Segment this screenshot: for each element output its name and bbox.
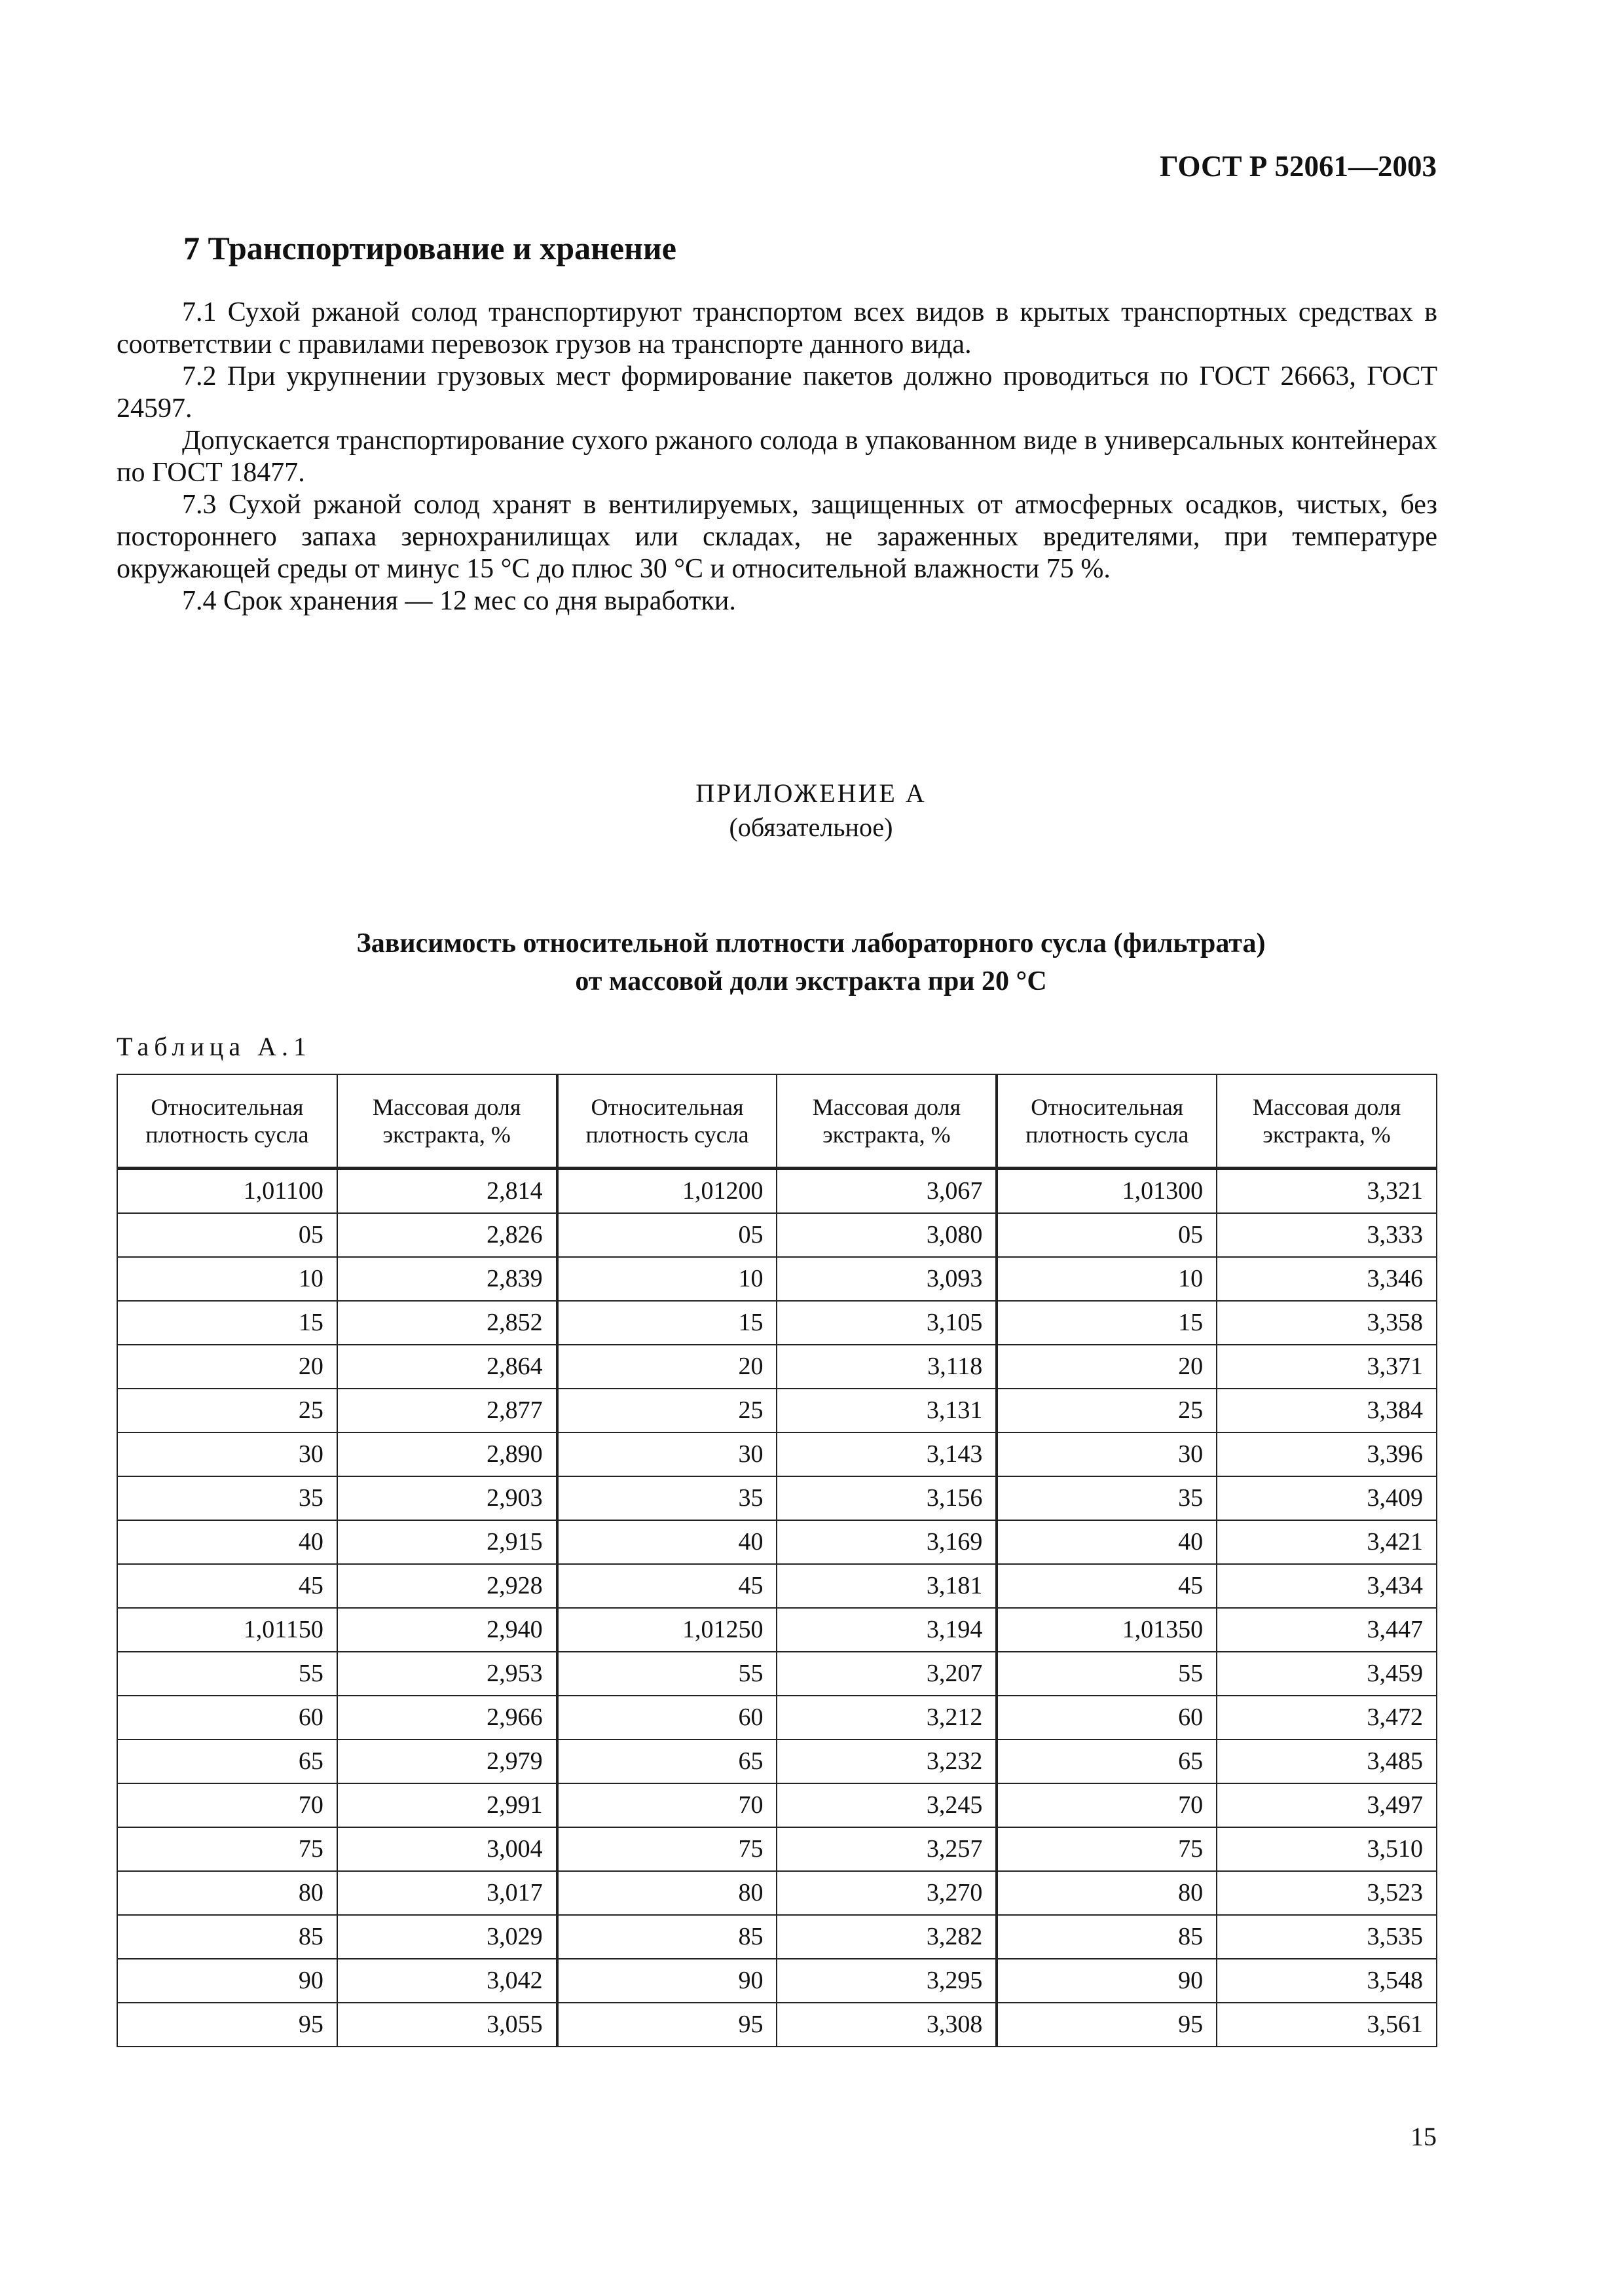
density-cell: 90 bbox=[117, 1959, 337, 2003]
density-cell: 35 bbox=[117, 1476, 337, 1520]
extract-cell: 3,346 bbox=[1217, 1257, 1437, 1301]
table-row bbox=[117, 1169, 1437, 1214]
density-cell: 65 bbox=[557, 1740, 777, 1783]
density-cell: 10 bbox=[997, 1257, 1217, 1301]
table-body bbox=[117, 1169, 1437, 2047]
density-cell: 15 bbox=[557, 1301, 777, 1345]
extract-cell: 2,826 bbox=[337, 1213, 557, 1257]
density-cell: 55 bbox=[117, 1652, 337, 1696]
density-cell: 60 bbox=[117, 1696, 337, 1740]
density-cell: 25 bbox=[117, 1389, 337, 1432]
table-row bbox=[117, 1827, 1437, 1871]
extract-cell: 3,447 bbox=[1217, 1608, 1437, 1652]
density-cell: 75 bbox=[117, 1827, 337, 1871]
extract-cell: 2,903 bbox=[337, 1476, 557, 1520]
density-cell: 15 bbox=[997, 1301, 1217, 1345]
density-cell: 55 bbox=[557, 1652, 777, 1696]
extract-cell: 3,042 bbox=[337, 1959, 557, 2003]
extract-cell: 3,561 bbox=[1217, 2003, 1437, 2047]
table-row bbox=[117, 1652, 1437, 1696]
density-cell: 85 bbox=[557, 1915, 777, 1959]
density-table bbox=[117, 1074, 1437, 2047]
extract-cell: 3,321 bbox=[1217, 1169, 1437, 1214]
extract-cell: 3,523 bbox=[1217, 1871, 1437, 1915]
density-cell: 90 bbox=[557, 1959, 777, 2003]
table-row bbox=[117, 1959, 1437, 2003]
extract-cell: 2,915 bbox=[337, 1520, 557, 1564]
extract-cell: 3,080 bbox=[777, 1213, 997, 1257]
paragraph-7-3: 7.3 Сухой ржаной солод хранят в вентилируемых, защищенных от атмосферных осадков, чистых, без постороннего запаха зернохранилищах или складах, не зараженных вредителями, при температуре окружающей среды от минус 15 °С до плюс 30 °С и относительной влажности 75 %. bbox=[117, 490, 1437, 584]
table-row bbox=[117, 1564, 1437, 1608]
density-cell: 90 bbox=[997, 1959, 1217, 2003]
extract-cell: 3,143 bbox=[777, 1432, 997, 1476]
density-cell: 10 bbox=[117, 1257, 337, 1301]
extract-cell: 3,282 bbox=[777, 1915, 997, 1959]
extract-cell: 3,212 bbox=[777, 1696, 997, 1740]
extract-cell: 3,232 bbox=[777, 1740, 997, 1783]
table-row bbox=[117, 1389, 1437, 1432]
extract-cell: 2,991 bbox=[337, 1783, 557, 1827]
density-cell: 60 bbox=[557, 1696, 777, 1740]
extract-cell: 3,105 bbox=[777, 1301, 997, 1345]
density-cell: 75 bbox=[557, 1827, 777, 1871]
header-cell: Относительная плотность сусла bbox=[997, 1074, 1217, 1169]
density-cell: 20 bbox=[557, 1345, 777, 1389]
density-cell: 35 bbox=[557, 1476, 777, 1520]
extract-cell: 3,421 bbox=[1217, 1520, 1437, 1564]
extract-cell: 2,814 bbox=[337, 1169, 557, 1214]
density-cell: 40 bbox=[117, 1520, 337, 1564]
extract-cell: 3,459 bbox=[1217, 1652, 1437, 1696]
extract-cell: 2,966 bbox=[337, 1696, 557, 1740]
density-cell: 15 bbox=[117, 1301, 337, 1345]
extract-cell: 3,308 bbox=[777, 2003, 997, 2047]
density-cell: 75 bbox=[997, 1827, 1217, 1871]
density-cell: 85 bbox=[117, 1915, 337, 1959]
section-title: 7 Транспортирование и хранение bbox=[183, 230, 676, 266]
table-row bbox=[117, 1213, 1437, 1257]
table-row bbox=[117, 1696, 1437, 1740]
extract-cell: 3,055 bbox=[337, 2003, 557, 2047]
extract-cell: 3,029 bbox=[337, 1915, 557, 1959]
extract-cell: 3,384 bbox=[1217, 1389, 1437, 1432]
table-row bbox=[117, 1915, 1437, 1959]
appendix-title: ПРИЛОЖЕНИЕ А bbox=[695, 778, 927, 808]
extract-cell: 2,877 bbox=[337, 1389, 557, 1432]
extract-cell: 2,852 bbox=[337, 1301, 557, 1345]
table-header-row bbox=[117, 1074, 1437, 1169]
density-cell: 1,01100 bbox=[117, 1169, 337, 1214]
density-cell: 45 bbox=[557, 1564, 777, 1608]
table-caption bbox=[0, 924, 1622, 1000]
density-cell: 40 bbox=[557, 1520, 777, 1564]
density-cell: 85 bbox=[997, 1915, 1217, 1959]
density-cell: 10 bbox=[557, 1257, 777, 1301]
density-cell: 95 bbox=[997, 2003, 1217, 2047]
extract-cell: 3,257 bbox=[777, 1827, 997, 1871]
density-cell: 1,01200 bbox=[557, 1169, 777, 1214]
density-cell: 70 bbox=[117, 1783, 337, 1827]
extract-cell: 3,118 bbox=[777, 1345, 997, 1389]
extract-cell: 2,979 bbox=[337, 1740, 557, 1783]
density-cell: 40 bbox=[997, 1520, 1217, 1564]
extract-cell: 3,156 bbox=[777, 1476, 997, 1520]
extract-cell: 3,333 bbox=[1217, 1213, 1437, 1257]
extract-cell: 3,169 bbox=[777, 1520, 997, 1564]
density-cell: 80 bbox=[997, 1871, 1217, 1915]
table-row bbox=[117, 1783, 1437, 1827]
density-cell: 95 bbox=[557, 2003, 777, 2047]
extract-cell: 3,497 bbox=[1217, 1783, 1437, 1827]
density-cell: 65 bbox=[117, 1740, 337, 1783]
header-cell: Относительная плотность сусла bbox=[557, 1074, 777, 1169]
extract-cell: 2,928 bbox=[337, 1564, 557, 1608]
density-cell: 1,01250 bbox=[557, 1608, 777, 1652]
document-code: ГОСТ Р 52061—2003 bbox=[1159, 150, 1437, 183]
table-row bbox=[117, 1476, 1437, 1520]
extract-cell: 3,004 bbox=[337, 1827, 557, 1871]
extract-cell: 3,434 bbox=[1217, 1564, 1437, 1608]
table-row bbox=[117, 1432, 1437, 1476]
table-row bbox=[117, 1608, 1437, 1652]
density-cell: 05 bbox=[997, 1213, 1217, 1257]
extract-cell: 2,864 bbox=[337, 1345, 557, 1389]
extract-cell: 3,371 bbox=[1217, 1345, 1437, 1389]
density-cell: 25 bbox=[997, 1389, 1217, 1432]
density-cell: 30 bbox=[997, 1432, 1217, 1476]
extract-cell: 3,548 bbox=[1217, 1959, 1437, 2003]
density-cell: 05 bbox=[117, 1213, 337, 1257]
table-row bbox=[117, 1520, 1437, 1564]
header-cell: Массовая доля экстракта, % bbox=[777, 1074, 997, 1169]
density-cell: 65 bbox=[997, 1740, 1217, 1783]
table-row bbox=[117, 1740, 1437, 1783]
header-cell: Относительная плотность сусла bbox=[117, 1074, 337, 1169]
table-caption-line-1: Зависимость относительной плотности лабораторного сусла (фильтрата) bbox=[356, 928, 1266, 958]
extract-cell: 3,472 bbox=[1217, 1696, 1437, 1740]
extract-cell: 3,067 bbox=[777, 1169, 997, 1214]
extract-cell: 3,207 bbox=[777, 1652, 997, 1696]
density-cell: 05 bbox=[557, 1213, 777, 1257]
extract-cell: 3,093 bbox=[777, 1257, 997, 1301]
extract-cell: 3,245 bbox=[777, 1783, 997, 1827]
table-row bbox=[117, 1257, 1437, 1301]
header-cell: Массовая доля экстракта, % bbox=[337, 1074, 557, 1169]
paragraph-7-2: 7.2 При укрупнении грузовых мест формирование пакетов должно проводиться по ГОСТ 26663, ГОСТ 24597. bbox=[117, 361, 1437, 424]
extract-cell: 3,194 bbox=[777, 1608, 997, 1652]
density-cell: 45 bbox=[117, 1564, 337, 1608]
page-number: 15 bbox=[1410, 2122, 1437, 2151]
extract-cell: 3,396 bbox=[1217, 1432, 1437, 1476]
extract-cell: 2,839 bbox=[337, 1257, 557, 1301]
density-cell: 1,01150 bbox=[117, 1608, 337, 1652]
density-cell: 25 bbox=[557, 1389, 777, 1432]
extract-cell: 2,890 bbox=[337, 1432, 557, 1476]
paragraph-7-1: 7.1 Сухой ржаной солод транспортируют транспортом всех видов в крытых транспортных средствах в соответствии с правилами перевозок грузов на транспорте данного вида. bbox=[117, 297, 1437, 359]
extract-cell: 3,409 bbox=[1217, 1476, 1437, 1520]
table-row bbox=[117, 1345, 1437, 1389]
appendix-note: (обязательное) bbox=[729, 812, 893, 842]
density-cell: 70 bbox=[997, 1783, 1217, 1827]
extract-cell: 3,358 bbox=[1217, 1301, 1437, 1345]
extract-cell: 2,940 bbox=[337, 1608, 557, 1652]
extract-cell: 3,485 bbox=[1217, 1740, 1437, 1783]
table-row bbox=[117, 1301, 1437, 1345]
table-row bbox=[117, 2003, 1437, 2047]
density-cell: 80 bbox=[557, 1871, 777, 1915]
density-cell: 95 bbox=[117, 2003, 337, 2047]
density-cell: 1,01300 bbox=[997, 1169, 1217, 1214]
extract-cell: 3,535 bbox=[1217, 1915, 1437, 1959]
table-label: Таблица А.1 bbox=[117, 1032, 312, 1061]
paragraph-7-4: 7.4 Срок хранения — 12 мес со дня выработки. bbox=[182, 586, 736, 616]
extract-cell: 3,295 bbox=[777, 1959, 997, 2003]
density-cell: 45 bbox=[997, 1564, 1217, 1608]
density-cell: 70 bbox=[557, 1783, 777, 1827]
density-cell: 55 bbox=[997, 1652, 1217, 1696]
extract-cell: 3,270 bbox=[777, 1871, 997, 1915]
extract-cell: 3,017 bbox=[337, 1871, 557, 1915]
table-row bbox=[117, 1871, 1437, 1915]
extract-cell: 3,131 bbox=[777, 1389, 997, 1432]
header-cell: Массовая доля экстракта, % bbox=[1217, 1074, 1437, 1169]
table-caption-line-2: от массовой доли экстракта при 20 °С bbox=[575, 966, 1047, 996]
density-cell: 20 bbox=[117, 1345, 337, 1389]
density-cell: 20 bbox=[997, 1345, 1217, 1389]
density-cell: 35 bbox=[997, 1476, 1217, 1520]
extract-cell: 2,953 bbox=[337, 1652, 557, 1696]
extract-cell: 3,510 bbox=[1217, 1827, 1437, 1871]
density-cell: 30 bbox=[117, 1432, 337, 1476]
extract-cell: 3,181 bbox=[777, 1564, 997, 1608]
density-cell: 1,01350 bbox=[997, 1608, 1217, 1652]
density-cell: 30 bbox=[557, 1432, 777, 1476]
density-cell: 80 bbox=[117, 1871, 337, 1915]
paragraph-7-2-addendum: Допускается транспортирование сухого ржаного солода в упакованном виде в универсальных контейнерах по ГОСТ 18477. bbox=[117, 426, 1437, 488]
section-body bbox=[117, 297, 1437, 617]
density-cell: 60 bbox=[997, 1696, 1217, 1740]
